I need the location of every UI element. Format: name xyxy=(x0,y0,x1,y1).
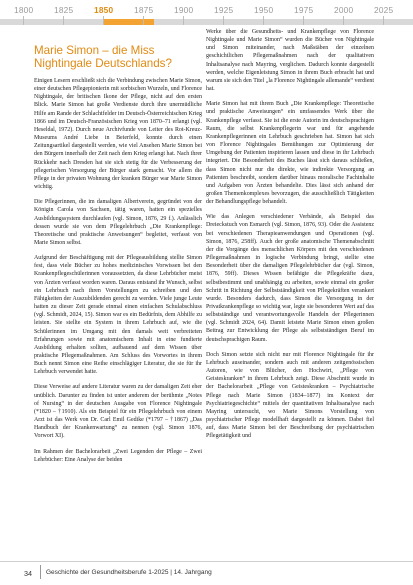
timeline-tick xyxy=(223,16,224,25)
page-number: 34 xyxy=(24,569,32,578)
page-footer xyxy=(0,561,413,585)
body-paragraph: Doch Simon setzte sich nicht nur mit Florence Nightingale für ihr Lehrbuch auseinander, sondern auch mit anderen zeitgenössischen Autoren, wie von Blücher, den Hochwirt, „Pflege von Geisteskranken“ in ihrem Lehrbuch zeigt. Diese Abschnitt wurde in der Bachelorarbeit „Pflege von Geisteskranken – Psychiatrische Pflege nach Marie Simon (1834–1877) im Kontext der Psychiatriegeschichte“ mittels der quantitativen Inhaltsanalyse nach Mayring untersucht, wo Marie Simons Vorstellung von psychiatrischer Pflege modellhaft dargestellt zu können. Dabei fiel auf, dass Marie Simon bei der Beschreibung der psychiatrischen Pflegetätigkeit und xyxy=(206,351,374,440)
timeline-header xyxy=(0,0,413,26)
timeline-year: 1975 xyxy=(294,5,314,15)
body-paragraph: Wie das Anlegen verschiedener Verbände, als Beispiel das Dreieckstuch von Esmarch (vgl. Simon, 1876, 93). Oder die Assistenz bei verschiedenen Therapieanwendungen und Operationen (vgl. Simon, 1876, 258ff). Auch der große anatomische Themenabschnitt der die Vorgänge des menschlichen Körpers mit den verschiedenen Pflegemaßnahmen in logische Verbindung bringt, stellte eine Besonderheit über die damaligen Pflegelehrbücher dar (vgl. Simon, 1876, 59ff). Dieses Wissen befähigte die Pflegekräfte dazu, selbstbestimmt und unabhängig zu arbeiten, sowie einmal ein großer Schritt in Richtung der Selbstständigkeit von Pflegekräften verankert wurde. Besonders dadurch, dass Simon die Versorgung in der Privatkrankenpflege so wichtig war, legte sie besonderen Wert auf das selbstständige und verantwortungsvolle Handeln der Pflegerinnen (vgl. Schmidt 2024, 64). Damit leistete Marie Simon einen großen Beitrag zur Entwicklung der Pflege als selbstständigen Beruf im deutschsprachigen Raum. xyxy=(206,214,374,343)
body-paragraph: Einigen Lesern erschließt sich die Verbindung zwischen Marie Simon, einer deutschen Pflegepionierin mit sorbischen Wurzeln, und Florence Nightingale, der britischen Ikone der Pflege, nicht auf den ersten Blick. Marie Simon hat große Verdienste durch ihre unermüdliche Hilfe am Rande der Schlachtfelder im Deutsch-Österreichischen Krieg 1866 und im Deutsch-Französischen Krieg von 1870–71 erlangt (vgl. Heseldal, 1972). Durch neue Archivfunde von Leiter des Rot-Kreuz-Museums André Liebe in Beierfeld, konnte durch einen Zeitungsartikel dargestellt werden, wie viel Ansehen Marie Simon bei den Bürgern innerhalb der Zeit nach dem Krieg erlangt hat. Nach ihrer Rückkehr nach Dresden hat sie sich stetig für die Verbesserung der pflegerischen Versorgung der Bürger stark gemacht. Vor allem die Pflege in der privaten Wohnung der kranken Bürger war Marie Simon wichtig. xyxy=(34,78,202,191)
timeline-tick xyxy=(63,16,64,25)
article-title: Marie Simon – die Miss Nightingale Deutschlands? xyxy=(34,43,172,70)
timeline-tick xyxy=(303,16,304,25)
body-paragraph: Werke über die Gesundheits- und Krankenpflege von Florence Nightingale und Marie Simon“ wurden die Bücher von Nightingale und Simon miteinander, nach Maßstäben der einzelnen geschichtlichen Pflegemaßnahmen nach der qualitativen Inhaltsanalyse nach Mayring, verglichen. Dadurch konnte dargestellt werden, welche Eigenleistung Simon in ihrem Buch erbracht hat und warum sie sich den Titel „la Florence Nightingale allemande“ verdient hat. xyxy=(206,29,374,93)
body-paragraph: Aufgrund der Beschäftigung mit der Pflegeausbildung stellte Simon fest, dass viele Bücher zu hohes medizinisches Vorwissen bei den Krankenpflegeschülerinnen voraussetzten, da diese Lehrbücher meist von Ärzten verfasst worden waren. Daraus entstand ihr Wunsch, selbst ein Lehrbuch nach ihren Vorstellungen zu schreiben und den Fähigkeiten der Auszubildenden gerecht zu werden. Viele junge Leute hatten zu dieser Zeit gerade einmal einen einfachen Schulabschluss (vgl. Schmidt, 2024, 15). Simon war es ein Bedürfnis, dem Abhilfe zu leisten. Sie stellte ein System in ihrem Lehrbuch auf, wie die Schülerinnen im Umgang mit den damals weit verbreiteten Erfahrungen sowie mit anatomischem Inhalt in eine fundierte Ausbildung erhalten sollten, aufbauend auf dem Wissen über praktische Pflegemaßnahmen. Am Schluss des Vorwortes in ihrem Buch nennt Simon eine Reihe einschlägiger Literatur, die sie für ihr Lehrbuch verwendet hatte. xyxy=(34,255,202,376)
left-column xyxy=(34,77,202,471)
timeline-year: 1950 xyxy=(254,5,274,15)
footer-separator xyxy=(40,565,41,579)
footer-rule xyxy=(0,561,413,562)
timeline-tick xyxy=(103,16,104,25)
timeline-year: 1825 xyxy=(54,5,74,15)
timeline-year: 1800 xyxy=(14,5,34,15)
timeline-years xyxy=(0,5,413,17)
timeline-tick xyxy=(263,16,264,25)
journal-info: Geschichte der Gesundheitsberufe 1-2025 | 14. Jahrgang xyxy=(46,569,212,576)
body-paragraph: Diese Verweise auf andere Literatur waren zu der damaligen Zeit eher unüblich. Darunter zu finden ist unter anderem der berühmte „Notes of Nursing“ in der deutschen Ausgabe von Florence Nightingale (*1820 – †1910). Als ein Beispiel für ein Pflegelehrbuch von einem Arzt ist das Werk von Dr. Carl Emil Gedike (*1797 – †1867) „Das Handbuch der Krankenwartung“ zu nennen (vgl. Simon 1876, Vorwort XI). xyxy=(34,384,202,440)
body-paragraph: Im Rahmen der Bachelorarbeit „Zwei Legenden der Pflege – Zwei Lehrbücher: Eine Analyse der beiden xyxy=(34,448,202,463)
timeline-year: 2000 xyxy=(334,5,354,15)
timeline-year: 1875 xyxy=(134,5,154,15)
timeline-tick xyxy=(343,16,344,25)
timeline-tick xyxy=(23,16,24,25)
right-column xyxy=(206,28,374,448)
body-paragraph: Marie Simon hat mit ihrem Buch „Die Krankenpflege: Theoretische und praktische Anweisungen“ ein umfassendes Werk über die Krankenpflege verfasst. Sie ist die erste Autorin im deutschsprachigen Raum, die selbst Krankenpflegerin war und für angehende Krankenpflegerinnen ein Lehrbuch geschrieben hat. Simon hat sich von Florence Nightingales Bemühungen zur Optimierung der Umgebung der Patienten inspirieren lassen und diese in ihr Lehrbuch integriert. Die Besonderheit des Buches lässt sich daraus schließen, dass Simon nicht nur die direkte, wie indirekte Versorgung an Patienten beschreibt, sondern darüber hinaus moralische Fachinhalte und Aufgaben von Ärzten behandelte. Dies lässt sich anhand der großen Themenkomplexes bevorzugen, die ausschließlich Tätigkeiten der Behandlungspflege behandelt. xyxy=(206,101,374,206)
timeline-tick xyxy=(183,16,184,25)
timeline-year: 2025 xyxy=(374,5,394,15)
timeline-year: 1925 xyxy=(214,5,234,15)
timeline-bar xyxy=(0,19,413,25)
timeline-year: 1850 xyxy=(94,5,114,15)
timeline-year: 1900 xyxy=(174,5,194,15)
timeline-highlight xyxy=(104,19,154,25)
timeline-tick xyxy=(383,16,384,25)
timeline-tick xyxy=(143,16,144,25)
body-paragraph: Die Pflegerinnen, die im damaligen Albertverein, gegründet von der Königin Carola von Sachsen, tätig waren, hatten ein spezielles Ausbildungssystem durchlaufen (vgl. Simon, 1876, 29 f.). Anlässlich dessen wurde sie von dem Pflegelehrbuch „Die Krankenpflege: Theoretische und praktische Anweisungen“ begleitet, verfasst von Marie Simon selbst. xyxy=(34,199,202,246)
